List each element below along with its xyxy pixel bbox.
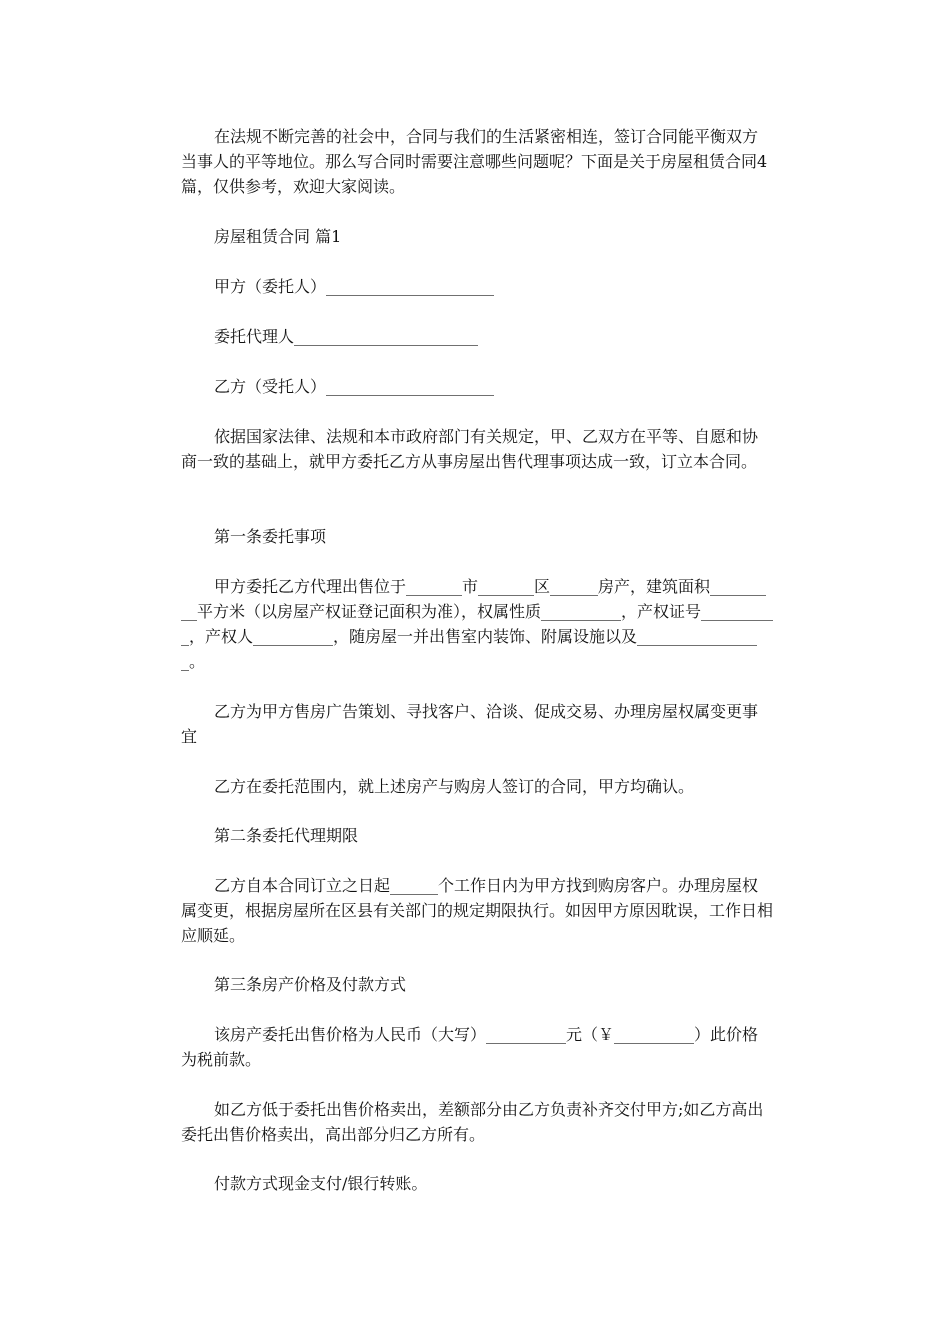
party-b-line: 乙方（受托人）_____________________ (214, 377, 495, 396)
price-paragraph: 该房产委托出售价格为人民币（大写）__________元（￥__________）此价格为税前款。 (181, 1025, 759, 1069)
intro-paragraph: 在法规不断完善的社会中，合同与我们的生活紧密相连，签订合同能平衡双方当事人的平等地位。那么写合同时需要注意哪些问题呢？下面是关于房屋租赁合同4篇，仅供参考，欢迎大家阅读。 (181, 127, 768, 196)
article-3-heading: 第三条房产价格及付款方式 (214, 975, 407, 994)
payment-method: 付款方式现金支付/银行转账。 (214, 1174, 428, 1193)
article-1-content: 甲方委托乙方代理出售位于_______市_______区______房产，建筑面积_________平方米（以房屋产权证登记面积为准），权属性质__________，产权证号__________，产权人__________，随房屋一并出售室内装饰、附属设施以及________________。 (181, 577, 774, 671)
price-difference-paragraph: 如乙方低于委托出售价格卖出，差额部分由乙方负责补齐交付甲方;如乙方高出委托出售价格卖出，高出部分归乙方所有。 (181, 1100, 764, 1144)
article-2-heading: 第二条委托代理期限 (214, 826, 359, 845)
article-1-heading: 第一条委托事项 (214, 527, 327, 546)
party-b-duties: 乙方为甲方售房广告策划、寻找客户、洽谈、促成交易、办理房屋权属变更事宜 (181, 702, 759, 746)
basis-paragraph: 依据国家法律、法规和本市政府部门有关规定，甲、乙双方在平等、自愿和协商一致的基础上，就甲方委托乙方从事房屋出售代理事项达成一致，订立本合同。 (181, 427, 759, 471)
article-2-content: 乙方自本合同订立之日起______个工作日内为甲方找到购房客户。办理房屋权属变更，根据房屋所在区县有关部门的规定期限执行。如因甲方原因耽误，工作日相应顺延。 (181, 876, 774, 945)
contract-title: 房屋租赁合同 篇1 (214, 227, 342, 246)
party-a-line: 甲方（委托人）_____________________ (214, 277, 495, 296)
party-b-scope: 乙方在委托范围内，就上述房产与购房人签订的合同，甲方均确认。 (214, 777, 695, 796)
agent-line: 委托代理人_______________________ (214, 327, 479, 346)
